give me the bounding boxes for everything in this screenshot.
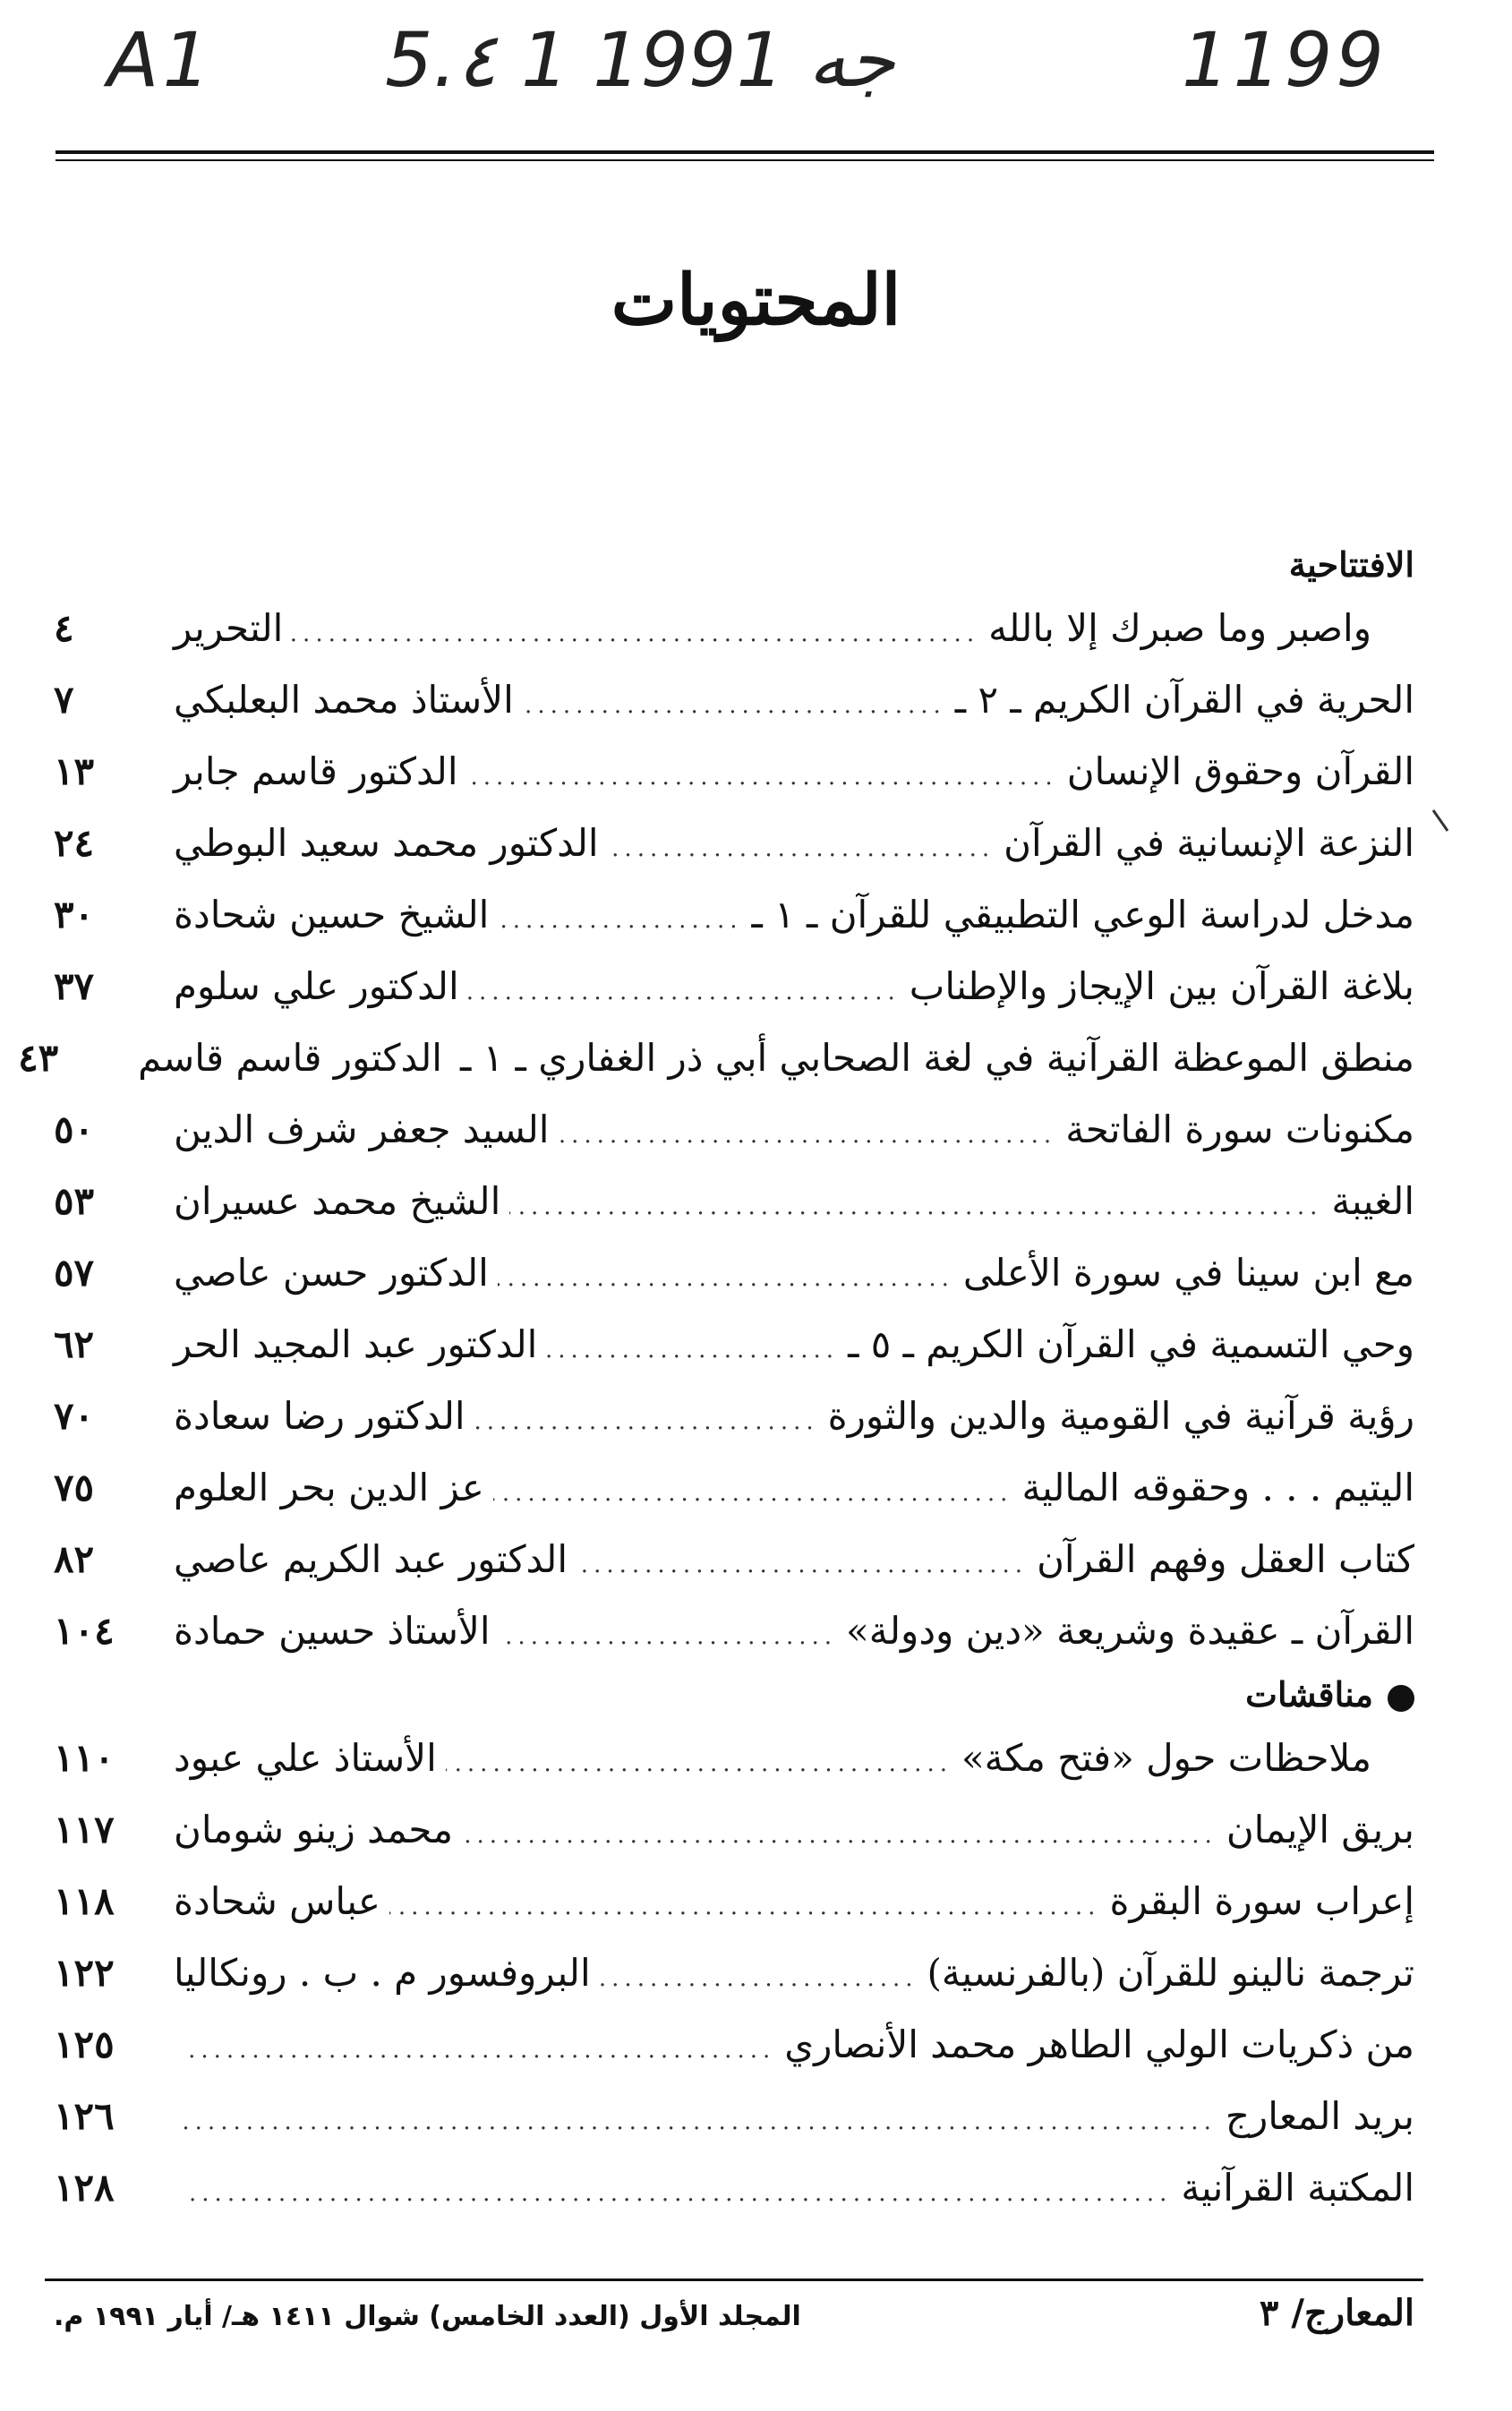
entry-page-number: ٨٢ bbox=[54, 1537, 95, 1581]
section-heading bbox=[54, 1667, 1414, 1723]
table-of-contents bbox=[18, 537, 1414, 2224]
section-heading bbox=[54, 537, 1414, 593]
entry-page-number: ١١٠ bbox=[54, 1736, 115, 1780]
entry-author: الأستاذ حسين حمادة bbox=[174, 1609, 491, 1653]
entry-title: المكتبة القرآنية bbox=[1181, 2166, 1414, 2210]
entry-author: الدكتور رضا سعادة bbox=[174, 1394, 466, 1438]
entry-title: وحي التسمية في القرآن الكريم ـ ٥ ـ bbox=[848, 1322, 1414, 1366]
entry-author: الدكتور عبد المجيد الحر bbox=[174, 1322, 538, 1366]
handwritten-note-right: 1199 bbox=[1182, 16, 1388, 104]
dot-leader bbox=[183, 2158, 1172, 2229]
entry-title: بريد المعارج bbox=[1225, 2094, 1414, 2138]
entry-title: ملاحظات حول «فتح مكة» bbox=[961, 1736, 1371, 1780]
entry-author: محمد زينو شومان bbox=[174, 1808, 454, 1851]
page-title: المحتويات bbox=[611, 260, 901, 341]
dot-leader bbox=[546, 1314, 839, 1386]
entry-title: مع ابن سينا في سورة الأعلى bbox=[962, 1251, 1414, 1295]
toc-entry bbox=[54, 1237, 1414, 1309]
entry-page-number: ١٢٥ bbox=[54, 2022, 115, 2066]
entry-title: رؤية قرآنية في القومية والدين والثورة bbox=[827, 1394, 1414, 1438]
entry-title: كتاب العقل وفهم القرآن bbox=[1037, 1537, 1414, 1581]
entry-page-number: ٤٣ bbox=[18, 1036, 59, 1080]
entry-page-number: ١٢٦ bbox=[54, 2094, 115, 2138]
entry-page-number: ٥٣ bbox=[54, 1179, 95, 1223]
dot-leader bbox=[577, 1529, 1028, 1601]
margin-pen-mark bbox=[1432, 809, 1449, 832]
entry-page-number: ٧ bbox=[54, 678, 74, 722]
entry-title: القرآن ـ عقيدة وشريعة «دين ودولة» bbox=[846, 1609, 1414, 1653]
footer-rule bbox=[45, 2278, 1423, 2281]
dot-leader bbox=[509, 1171, 1322, 1243]
entry-page-number: ٥٧ bbox=[54, 1251, 95, 1295]
dot-leader bbox=[600, 1943, 918, 2014]
entry-page-number: ٧٠ bbox=[54, 1394, 95, 1438]
entry-page-number: ١٠٤ bbox=[54, 1609, 115, 1653]
dot-leader bbox=[608, 813, 995, 885]
toc-entry bbox=[54, 1166, 1414, 1237]
entry-title: ترجمة نالينو للقرآن (بالفرنسية) bbox=[927, 1951, 1414, 1995]
toc-entry bbox=[54, 1723, 1414, 1794]
entry-author: الشيخ حسين شحادة bbox=[174, 893, 490, 936]
toc-entry bbox=[54, 1309, 1414, 1381]
entry-page-number: ١١٨ bbox=[54, 1879, 115, 1923]
toc-entry bbox=[54, 1794, 1414, 1866]
dot-leader bbox=[292, 598, 979, 670]
bullet-icon bbox=[1388, 1685, 1414, 1712]
dot-leader bbox=[183, 2014, 775, 2086]
dot-leader bbox=[462, 1800, 1217, 1871]
toc-entry bbox=[54, 1866, 1414, 1937]
entry-title: إعراب سورة البقرة bbox=[1109, 1879, 1414, 1923]
entry-page-number: ٥٠ bbox=[54, 1107, 95, 1151]
dot-leader bbox=[558, 1099, 1056, 1171]
entry-page-number: ٤ bbox=[54, 606, 74, 650]
entry-author: عباس شحادة bbox=[174, 1879, 380, 1923]
entry-author: الدكتور علي سلوم bbox=[174, 964, 459, 1008]
toc-entry bbox=[54, 808, 1414, 879]
toc-entry bbox=[54, 664, 1414, 736]
dot-leader bbox=[493, 1458, 1013, 1529]
entry-title: من ذكريات الولي الطاهر محمد الأنصاري bbox=[784, 2022, 1414, 2066]
entry-page-number: ٣٠ bbox=[54, 893, 95, 936]
toc-entry bbox=[54, 1595, 1414, 1667]
section-heading-text: مناقشات bbox=[1245, 1674, 1373, 1714]
entry-author: البروفسور م . ب . رونكاليا bbox=[174, 1951, 591, 1995]
footer-journal-page: المعارج/ ٣ bbox=[1259, 2292, 1414, 2334]
entry-page-number: ١٢٢ bbox=[54, 1951, 115, 1995]
entry-page-number: ٧٥ bbox=[54, 1466, 95, 1509]
dot-leader bbox=[498, 885, 742, 956]
toc-entry bbox=[54, 2009, 1414, 2081]
entry-title: اليتيم . . . وحقوقه المالية bbox=[1021, 1466, 1414, 1509]
dot-leader bbox=[498, 1243, 954, 1314]
dot-leader bbox=[183, 2086, 1217, 2158]
entry-page-number: ١٢٨ bbox=[54, 2166, 115, 2210]
entry-author: الدكتور عبد الكريم عاصي bbox=[174, 1537, 568, 1581]
entry-title: بريق الإيمان bbox=[1226, 1808, 1414, 1851]
toc-entry bbox=[54, 951, 1414, 1022]
entry-author: السيد جعفر شرف الدين bbox=[174, 1107, 550, 1151]
entry-title: منطق الموعظة القرآنية في لغة الصحابي أبي ذر الغفاري ـ ١ ـ bbox=[459, 1036, 1414, 1080]
entry-title: مكنونات سورة الفاتحة bbox=[1065, 1107, 1414, 1151]
toc-entry bbox=[54, 2081, 1414, 2152]
entry-title: النزعة الإنسانية في القرآن bbox=[1004, 821, 1414, 865]
toc-entry bbox=[54, 1937, 1414, 2009]
toc-entry bbox=[18, 1022, 1414, 1094]
dot-leader bbox=[467, 741, 1058, 813]
entry-page-number: ١١٧ bbox=[54, 1808, 115, 1851]
toc-entry bbox=[54, 1094, 1414, 1166]
entry-page-number: ٢٤ bbox=[54, 821, 95, 865]
entry-author: الأستاذ علي عبود bbox=[174, 1736, 437, 1780]
entry-author: الشيخ محمد عسيران bbox=[174, 1179, 501, 1223]
dot-leader bbox=[474, 1386, 819, 1458]
header-double-rule bbox=[56, 150, 1434, 163]
dot-leader bbox=[468, 956, 901, 1028]
entry-title: بلاغة القرآن بين الإيجاز والإطناب bbox=[909, 964, 1414, 1008]
handwritten-note-center: 5.٤ 1 ﺟﻪ 1991 bbox=[385, 16, 895, 104]
entry-title: الغيبة bbox=[1331, 1179, 1414, 1223]
entry-author: التحرير bbox=[174, 606, 284, 650]
toc-entry bbox=[54, 1381, 1414, 1452]
entry-author: الأستاذ محمد البعلبكي bbox=[174, 678, 514, 722]
dot-leader bbox=[446, 1728, 952, 1800]
handwritten-note-left: A1 bbox=[107, 16, 214, 104]
toc-entry bbox=[54, 1524, 1414, 1595]
entry-title: القرآن وحقوق الإنسان bbox=[1066, 749, 1414, 793]
section-heading-text: الافتتاحية bbox=[1288, 544, 1414, 585]
toc-entry bbox=[54, 593, 1414, 664]
entry-title: مدخل لدراسة الوعي التطبيقي للقرآن ـ ١ ـ bbox=[751, 893, 1414, 936]
footer-issue-info: المجلد الأول (العدد الخامس) شوال ١٤١١ هـ/ أيار ١٩٩١ م. bbox=[54, 2301, 801, 2332]
entry-page-number: ٣٧ bbox=[54, 964, 95, 1008]
dot-leader bbox=[500, 1601, 838, 1672]
entry-author: الدكتور قاسم جابر bbox=[174, 749, 458, 793]
entry-author: الدكتور محمد سعيد البوطي bbox=[174, 821, 599, 865]
entry-title: الحرية في القرآن الكريم ـ ٢ ـ bbox=[954, 678, 1414, 722]
entry-author: الدكتور قاسم قاسم bbox=[138, 1036, 442, 1080]
entry-page-number: ٦٢ bbox=[54, 1322, 95, 1366]
toc-entry bbox=[54, 879, 1414, 951]
dot-leader bbox=[523, 670, 946, 741]
toc-entry bbox=[54, 2152, 1414, 2224]
entry-page-number: ١٣ bbox=[54, 749, 95, 793]
page-footer bbox=[54, 2292, 1414, 2334]
entry-author: الدكتور حسن عاصي bbox=[174, 1251, 489, 1295]
toc-entry bbox=[54, 1452, 1414, 1524]
entry-author: عز الدين بحر العلوم bbox=[174, 1466, 484, 1509]
dot-leader bbox=[389, 1871, 1100, 1943]
entry-title: واصبر وما صبرك إلا بالله bbox=[988, 606, 1371, 650]
toc-entry bbox=[54, 736, 1414, 808]
